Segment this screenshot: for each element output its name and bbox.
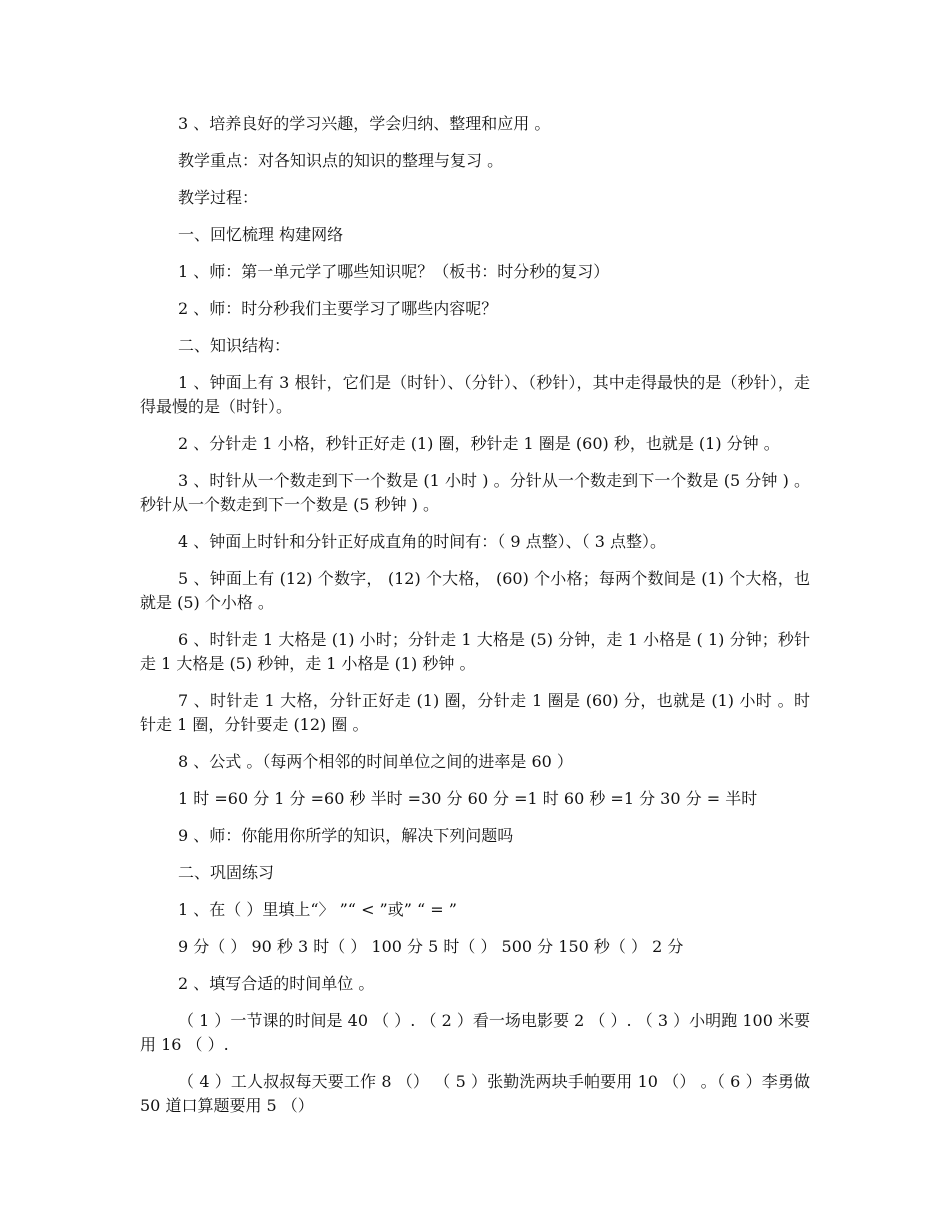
structure-item-5: 5 、钟面上有 (12) 个数字， (12) 个大格， (60) 个小格；每两个数间是 (1) 个大格，也就是 (5) 个小格 。 [140,569,810,612]
practice-comparison-line: 9 分（ ） 90 秒 3 时（ ） 100 分 5 时（ ） 500 分 150 秒（ ） 2 分 [178,937,684,956]
process-heading: 教学过程： [178,188,259,207]
practice-item-2: 2 、填写合适的时间单位 。 [178,974,375,993]
structure-item-3: 3 、时针从一个数走到下一个数是 (1 小时 ) 。分针从一个数走到下一个数是 (5 分钟 ) 。秒针从一个数走到下一个数是 (5 秒钟 ) 。 [140,471,810,514]
structure-item-2: 2 、分针走 1 小格，秒针正好走 (1) 圈，秒针走 1 圈是 (60) 秒，也就是 (1) 分钟 。 [178,434,780,453]
practice-units-line-2: （ 4 ）工人叔叔每天要工作 8 （） （ 5 ）张勤洗两块手帕要用 10 （） 。（ 6 ）李勇做 50 道口算题要用 5 （） [140,1072,810,1115]
structure-item-1: 1 、钟面上有 3 根针，它们是（时针）、（分针）、（秒针），其中走得最快的是（秒针），走得最慢的是（时针）。 [140,373,810,416]
review-item-2: 2 、师：时分秒我们主要学习了哪些内容呢？ [178,299,498,318]
structure-item-7: 7 、时针走 1 大格，分针正好走 (1) 圈，分针走 1 圈是 (60) 分，也就是 (1) 小时 。时针走 1 圈，分针要走 (12) 圈 。 [140,691,810,734]
practice-item-1: 1 、在（ ）里填上“〉 ”“ < ”或” “ = ” [178,900,457,919]
section-heading-review: 一、回忆梳理 构建网络 [178,225,344,244]
document-page [140,112,810,1131]
structure-item-9: 9 、师：你能用你所学的知识，解决下列问题吗 [178,826,514,845]
formula-line: 1 时 =60 分 1 分 =60 秒 半时 =30 分 60 分 =1 时 60 秒 =1 分 30 分 = 半时 [178,789,758,808]
review-item-1: 1 、师：第一单元学了哪些知识呢？（板书：时分秒的复习） [178,262,610,281]
practice-units-line-1: （ 1 ）一节课的时间是 40 （ ）. （ 2 ）看一场电影要 2 （ ）. （ 3 ）小明跑 100 米要用 16 （ ）. [140,1011,810,1054]
goal-paragraph: 3 、培养良好的学习兴趣，学会归纳、整理和应用 。 [178,114,551,133]
section-heading-structure: 二、知识结构： [178,336,291,355]
structure-item-4: 4 、钟面上时针和分针正好成直角的时间有：（ 9 点整）、（ 3 点整）。 [178,532,666,551]
structure-item-8: 8 、公式 。（每两个相邻的时间单位之间的进率是 60 ） [178,752,573,771]
structure-item-6: 6 、时针走 1 大格是 (1) 小时；分针走 1 大格是 (5) 分钟，走 1 小格是 ( 1) 分钟；秒针走 1 大格是 (5) 秒钟，走 1 小格是 (1) 秒钟 。 [140,630,810,673]
key-point-paragraph: 教学重点：对各知识点的知识的整理与复习 。 [178,151,504,170]
section-heading-practice: 二、巩固练习 [178,863,275,882]
